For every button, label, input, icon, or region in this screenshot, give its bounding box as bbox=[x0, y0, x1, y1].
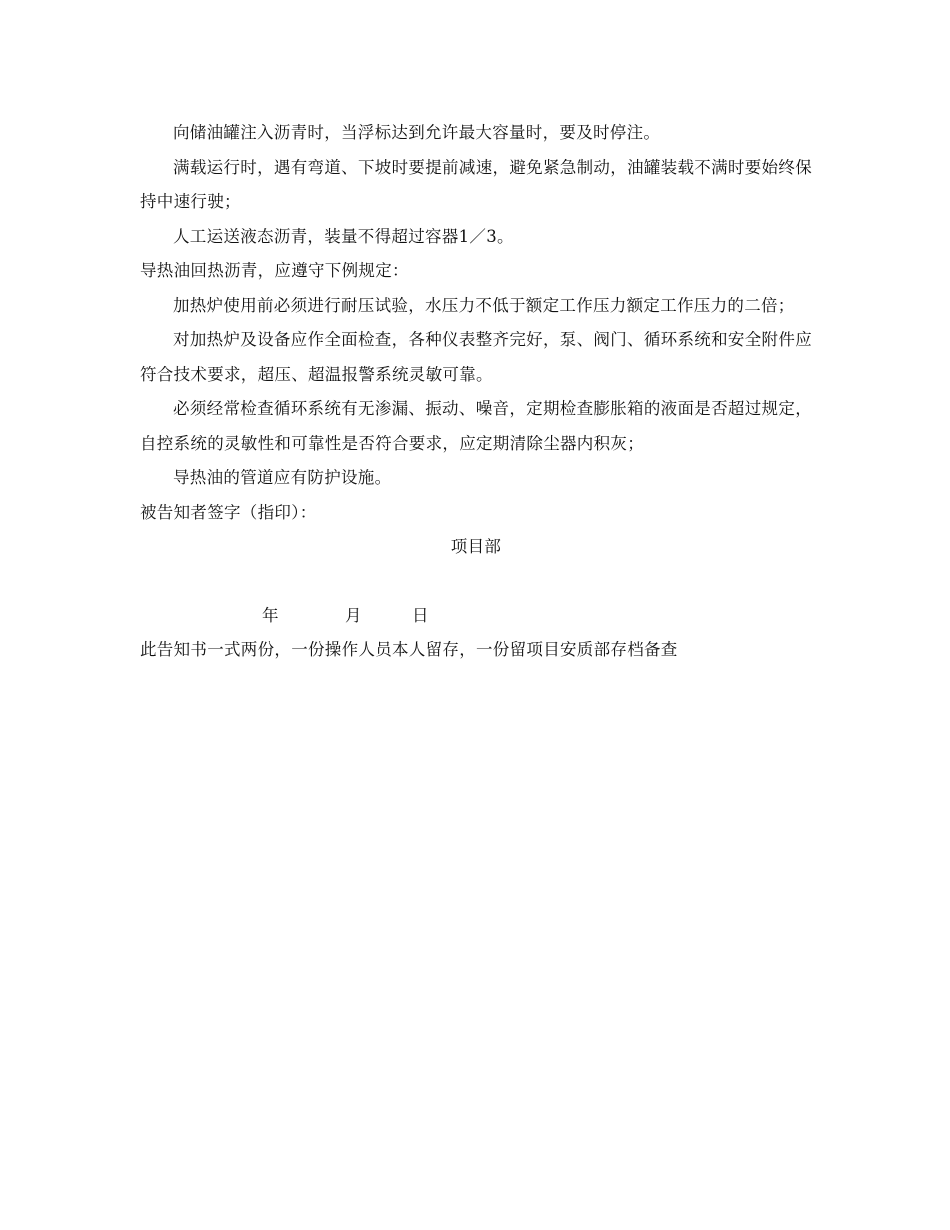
paragraph-full-load-driving: 满载运行时，遇有弯道、下坡时要提前减速，避免紧急制动，油罐装载不满时要始终保持中速行驶； bbox=[140, 157, 812, 211]
paragraph-manual-transport: 人工运送液态沥青，装量不得超过容器1／3。 bbox=[173, 226, 514, 246]
paragraph-pipe-protection: 导热油的管道应有防护设施。 bbox=[173, 468, 392, 487]
date-year-label: 年 bbox=[262, 605, 279, 625]
date-month-label: 月 bbox=[345, 605, 362, 625]
paragraph-equipment-inspection: 对加热炉及设备应作全面检查，各种仪表整齐完好，泵、阀门、循环系统和安全附件应符合技术要求，超压、超温报警系统灵敏可靠。 bbox=[140, 330, 812, 384]
department-name: 项目部 bbox=[450, 537, 502, 556]
date-day-label: 日 bbox=[412, 605, 429, 625]
signature-label: 被告知者签字（指印）： bbox=[140, 502, 317, 522]
date-line bbox=[140, 599, 812, 634]
paragraph-pressure-test: 加热炉使用前必须进行耐压试验，水压力不低于额定工作压力额定工作压力的二倍； bbox=[173, 295, 795, 315]
blank-spacer bbox=[140, 565, 812, 599]
paragraph-circulation-check: 必须经常检查循环系统有无渗漏、振动、噪音，定期检查膨胀箱的液面是否超过规定，自控系统的灵敏性和可靠性是否符合要求，应定期清除尘器内积灰； bbox=[140, 399, 812, 453]
paragraph-heat-oil-heading: 导热油回热沥青，应遵守下例规定： bbox=[140, 261, 409, 280]
paragraph-tank-filling: 向储油罐注入沥青时，当浮标达到允许最大容量时，要及时停注。 bbox=[173, 123, 661, 142]
footer-note: 此告知书一式两份，一份操作人员本人留存，一份留项目安质部存档备查 bbox=[140, 640, 678, 659]
document-body bbox=[140, 116, 812, 668]
